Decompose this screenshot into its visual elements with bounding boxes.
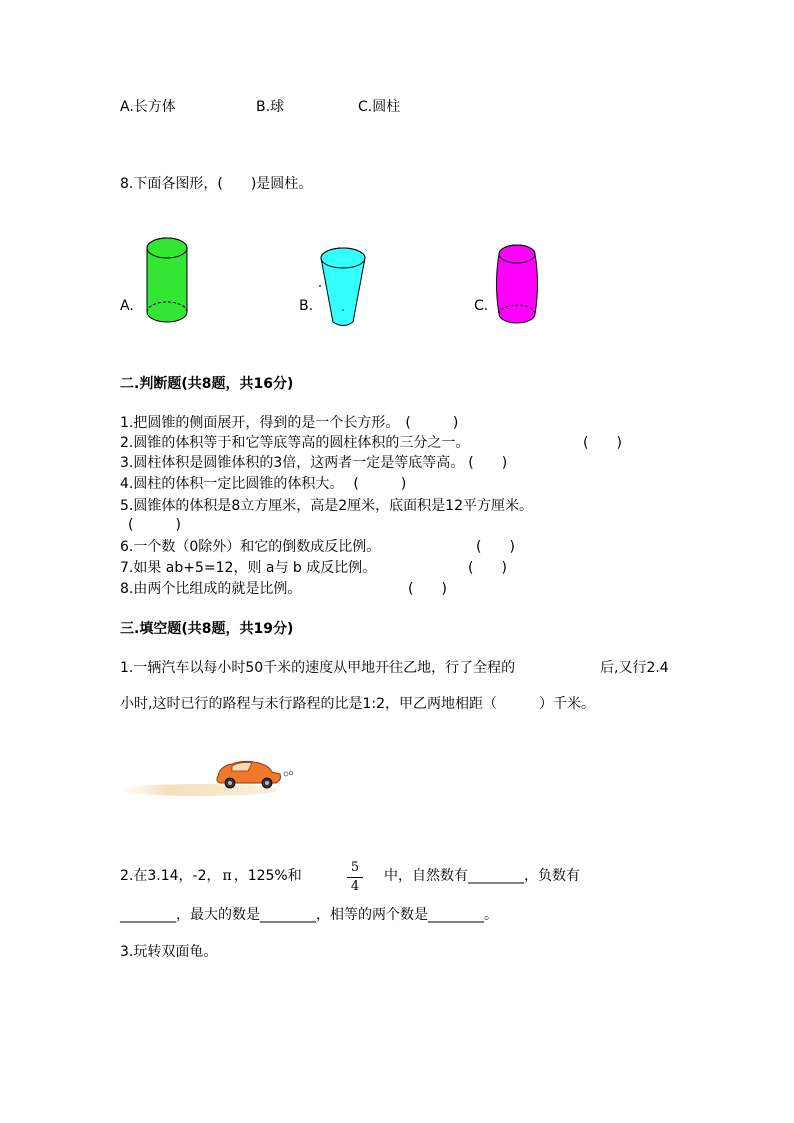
pi-symbol: π xyxy=(222,868,232,884)
fraction-numerator: 5 xyxy=(350,860,360,875)
judge-item-5-paren: ( ) xyxy=(128,517,181,533)
cylinder-shape-a xyxy=(145,236,189,326)
fraction-denominator: 4 xyxy=(350,879,360,894)
judge-item-6: 6.一个数（0除外）和它的倒数成反比例。 xyxy=(120,539,381,555)
judge-item-8: 8.由两个比组成的就是比例。 xyxy=(120,581,302,597)
q8-label-c: C. xyxy=(474,298,489,314)
q8-label-b: B. xyxy=(299,298,314,314)
judge-item-3 xyxy=(120,454,507,472)
judge-item-4 xyxy=(120,475,406,493)
fill-q3: 3.玩转双面龟。 xyxy=(120,944,218,960)
judge-item-2-text: 2.圆锥的体积等于和它等底等高的圆柱体积的三分之一。 xyxy=(120,435,470,451)
judge-item-8-paren: ( ) xyxy=(408,581,447,597)
judge-item-7: 7.如果 ab+5=12，则 a与 b 成反比例。 xyxy=(120,560,377,576)
fill-q1-line1-tail: 后,又行2.4 xyxy=(600,660,669,676)
section2-title: 二.判断题(共8题，共16分) xyxy=(120,376,294,392)
judge-item-1 xyxy=(120,414,458,432)
judge-item-2 xyxy=(120,434,469,452)
judge-item-7-paren: ( ) xyxy=(468,560,507,576)
fill-q2-line1 xyxy=(120,867,302,885)
q8-prefix: 8.下面各图形，( xyxy=(120,176,223,192)
judge-item-4-text: 4.圆柱的体积一定比圆锥的体积大。 xyxy=(120,476,344,492)
fill-q2-part-c: 中，自然数有________，负数有 xyxy=(384,868,580,884)
section3-title: 三.填空题(共8题，共19分) xyxy=(120,621,294,637)
fill-q1-line2: 小时,这时已行的路程与未行路程的比是1:2，甲乙两地相距（ ）千米。 xyxy=(120,696,595,712)
fill-q1-line1: 1.一辆汽车以每小时50千米的速度从甲地开往乙地，行了全程的 xyxy=(120,660,516,676)
judge-item-6-paren: ( ) xyxy=(476,539,515,555)
q7-option-c: C.圆柱 xyxy=(358,99,401,115)
judge-item-1-paren: ( ) xyxy=(405,415,459,431)
fill-q2-line2: ________，最大的数是________，相等的两个数是________。 xyxy=(120,907,498,923)
q8-suffix: )是圆柱。 xyxy=(250,176,313,192)
fraction-bar xyxy=(347,877,363,878)
judge-item-3-paren: ( ) xyxy=(468,455,508,471)
cone-shape-b xyxy=(318,244,368,330)
fraction-five-fourths xyxy=(344,860,366,895)
car-illustration xyxy=(120,752,300,802)
judge-item-4-paren: ( ) xyxy=(353,476,407,492)
fill-q2-part-a: 2.在3.14，-2， xyxy=(120,868,221,884)
judge-item-5: 5.圆锥体的体积是8立方厘米，高是2厘米，底面积是12平方厘米。 xyxy=(120,498,533,514)
q7-option-a: A.长方体 xyxy=(120,99,176,115)
fill-q2-part-b: ，125%和 xyxy=(233,868,302,884)
q7-option-b: B.球 xyxy=(256,99,285,115)
judge-item-3-text: 3.圆柱体积是圆锥体积的3倍，这两者一定是等底等高。 xyxy=(120,455,465,471)
judge-item-1-text: 1.把圆锥的侧面展开，得到的是一个长方形。 xyxy=(120,415,400,431)
q8-question xyxy=(120,175,312,193)
q8-label-a: A. xyxy=(120,298,134,314)
barrel-shape-c xyxy=(496,240,538,328)
judge-item-2-paren: ( ) xyxy=(583,435,622,451)
q8-blank xyxy=(223,176,251,192)
